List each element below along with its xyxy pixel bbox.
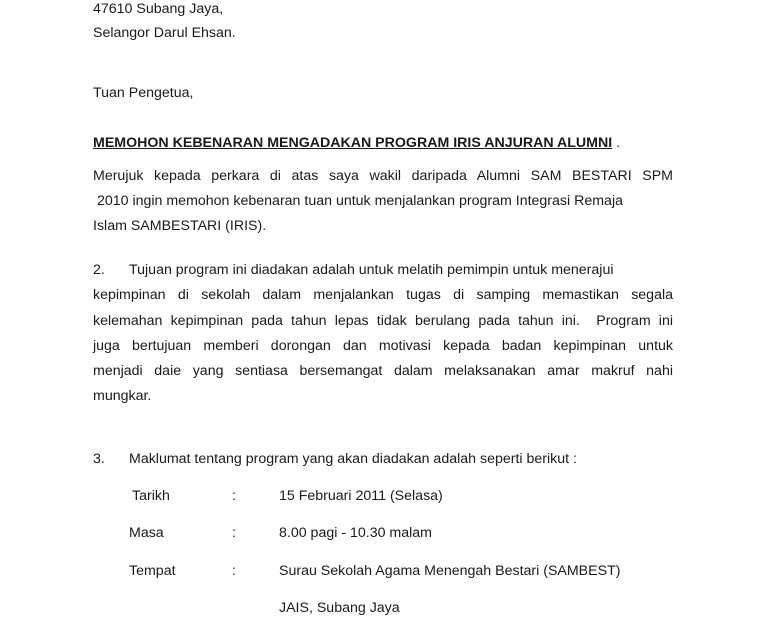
para2-line-6: mungkar.	[93, 388, 152, 404]
para3-intro: Maklumat tentang program yang akan diadakan adalah seperti berikut :	[129, 451, 577, 467]
subject-trailing: .	[616, 135, 621, 151]
subject-title: MEMOHON KEBENARAN MENGADAKAN PROGRAM IRIS ANJURAN ALUMNI	[93, 135, 613, 151]
detail-label-tempat: Tempat	[129, 563, 176, 579]
address-line-2: Selangor Darul Ehsan.	[93, 25, 236, 41]
salutation: Tuan Pengetua,	[93, 85, 194, 101]
subject-line	[93, 134, 620, 152]
address-line-1: 47610 Subang Jaya,	[93, 1, 224, 17]
detail-colon-tarikh: :	[232, 488, 236, 504]
detail-colon-masa: :	[232, 525, 236, 541]
detail-value-masa: 8.00 pagi - 10.30 malam	[279, 525, 433, 541]
detail-value-tarikh: 15 Februari 2011 (Selasa)	[279, 488, 443, 504]
detail-label-masa: Masa	[129, 525, 164, 541]
detail-label-tarikh: Tarikh	[132, 488, 170, 504]
para2-line-2: kepimpinan di sekolah dalam menjalankan tugas di samping memastikan segala	[93, 287, 673, 303]
para2-line-4: juga bertujuan memberi dorongan dan motivasi kepada badan kepimpinan untuk	[93, 338, 673, 354]
detail-value-tempat: Surau Sekolah Agama Menengah Bestari (SAMBEST)	[279, 563, 621, 579]
para2-line-1: Tujuan program ini diadakan adalah untuk melatih pemimpin untuk menerajui	[129, 262, 614, 278]
para3-number: 3.	[93, 451, 105, 467]
detail-colon-tempat: :	[232, 563, 236, 579]
para1-line-1: Merujuk kepada perkara di atas saya wakil daripada Alumni SAM BESTARI SPM	[93, 168, 673, 184]
para2-number: 2.	[93, 262, 105, 278]
detail-value-tempat-continued: JAIS, Subang Jaya	[279, 600, 400, 616]
para1-line-3: Islam SAMBESTARI (IRIS).	[93, 218, 267, 234]
para2-line-3: kelemahan kepimpinan pada tahun lepas tidak berulang pada tahun ini. Program ini	[93, 313, 673, 329]
para2-line-5: menjadi daie yang sentiasa bersemangat dalam melaksanakan amar makruf nahi	[93, 363, 673, 379]
para1-line-2: 2010 ingin memohon kebenaran tuan untuk menjalankan program Integrasi Remaja	[93, 193, 623, 209]
